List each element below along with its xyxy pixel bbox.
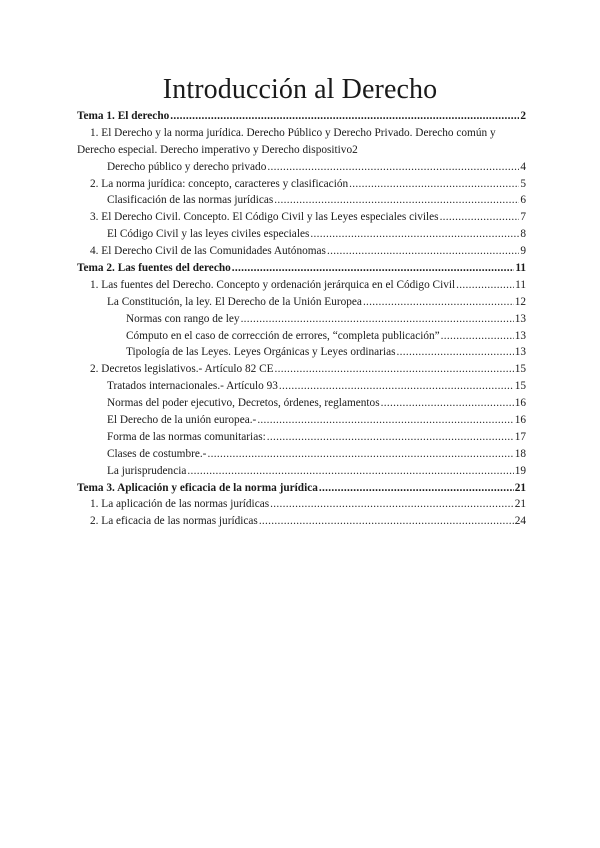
dot-leader	[274, 192, 519, 209]
toc-entry-text: Tema 1. El derecho	[77, 110, 170, 122]
toc-entry-text: La Constitución, la ley. El Derecho de la Unión Europea	[107, 295, 362, 308]
toc-entry-forma-normas-comunitarias[interactable]	[77, 429, 526, 446]
dot-leader	[241, 311, 514, 328]
dot-leader	[275, 361, 514, 378]
dot-leader	[279, 378, 514, 395]
toc-entry-eficacia-normas[interactable]	[77, 513, 526, 530]
toc-page-number: 13	[514, 312, 526, 325]
toc-entry-text: El Derecho de la unión europea.-	[107, 414, 257, 427]
toc-page-number: 8	[520, 228, 526, 241]
dot-leader	[259, 513, 514, 530]
toc-entry-tipologia-leyes[interactable]	[77, 344, 526, 361]
toc-entry-line2	[77, 142, 526, 159]
toc-entry-text: La jurisprudencia	[107, 464, 187, 477]
toc-page-number: 2	[520, 110, 526, 122]
toc-page-number: 4	[520, 160, 526, 173]
dot-leader	[441, 328, 514, 345]
toc-page-number: 6	[520, 194, 526, 207]
toc-entry-normas-rango-ley[interactable]	[77, 311, 526, 328]
toc-entry-text: Forma de las normas comunitarias:	[107, 430, 266, 443]
toc-page-number: 15	[514, 380, 526, 393]
toc-entry-norma-juridica[interactable]	[77, 176, 526, 193]
toc-page-number: 7	[520, 211, 526, 224]
toc-page-number: 5	[520, 177, 526, 190]
dot-leader	[270, 496, 514, 513]
dot-leader	[170, 108, 519, 125]
dot-leader	[381, 395, 514, 412]
toc-entry-computo-correccion[interactable]	[77, 328, 526, 345]
toc-entry-text: 2. La norma jurídica: concepto, caracteres y clasificación	[90, 177, 349, 190]
toc-entry-fuentes-derecho[interactable]	[77, 277, 526, 294]
toc-entry-tratados-internacionales[interactable]	[77, 378, 526, 395]
toc-entry-derecho-union-europea[interactable]	[77, 412, 526, 429]
toc-entry-text: Tipología de las Leyes. Leyes Orgánicas y Leyes ordinarias	[126, 346, 396, 359]
toc-entry-text: Normas del poder ejecutivo, Decretos, órdenes, reglamentos	[107, 397, 380, 410]
dot-leader	[187, 463, 513, 480]
dot-leader	[319, 480, 514, 497]
dot-leader	[349, 176, 519, 193]
toc-entry-tema-2[interactable]	[77, 260, 526, 277]
toc-page-number: 12	[514, 295, 526, 308]
toc-entry-text: 1. Las fuentes del Derecho. Concepto y ordenación jerárquica en el Código Civil	[90, 278, 456, 291]
toc-entry-derecho-norma-juridica[interactable]	[77, 125, 526, 159]
dot-leader	[257, 412, 513, 429]
toc-entry-text: Tema 3. Aplicación y eficacia de la norma jurídica	[77, 481, 318, 494]
toc-entry-text: Tratados internacionales.- Artículo 93	[107, 380, 278, 393]
toc-entry-text: Derecho público y derecho privado	[107, 160, 267, 173]
toc-entry-text: Normas con rango de ley	[126, 312, 240, 325]
toc-entry-text: 1. La aplicación de las normas jurídicas	[90, 498, 270, 511]
toc-entry-text-line2: Derecho especial. Derecho imperativo y Derecho dispositivo	[77, 143, 353, 156]
toc-page-number: 2	[352, 143, 358, 156]
toc-page-number: 9	[520, 245, 526, 258]
toc-page-number: 11	[515, 262, 526, 275]
toc-page-number: 21	[514, 481, 526, 494]
dot-leader	[232, 260, 515, 277]
toc-page-number: 19	[514, 464, 526, 477]
toc-entry-aplicacion-normas[interactable]	[77, 496, 526, 513]
dot-leader	[310, 226, 519, 243]
dot-leader	[456, 277, 514, 294]
toc-entry-clasificacion-normas[interactable]	[77, 192, 526, 209]
dot-leader	[207, 446, 513, 463]
toc-entry-text: 2. La eficacia de las normas jurídicas	[90, 515, 258, 528]
toc-entry-decretos-legislativos[interactable]	[77, 361, 526, 378]
toc-entry-normas-poder-ejecutivo[interactable]	[77, 395, 526, 412]
toc-page-number: 17	[514, 430, 526, 443]
toc-entry-text: El Código Civil y las leyes civiles especiales	[107, 228, 310, 241]
toc-page-number: 18	[514, 447, 526, 460]
toc-entry-text: Tema 2. Las fuentes del derecho	[77, 262, 231, 275]
toc-entry-text: 2. Decretos legislativos.- Artículo 82 CE	[90, 363, 274, 376]
toc-entry-derecho-publico-privado[interactable]	[77, 159, 526, 176]
toc-entry-text: Clases de costumbre.-	[107, 447, 207, 460]
toc-entry-text: Cómputo en el caso de corrección de errores, “completa publicación”	[126, 329, 440, 342]
toc-entry-tema-3[interactable]	[77, 480, 526, 497]
toc-page-number: 13	[514, 329, 526, 342]
toc-entry-text: 4. El Derecho Civil de las Comunidades Autónomas	[90, 245, 326, 258]
toc-page-number: 13	[514, 346, 526, 359]
toc-entry-clases-costumbre[interactable]	[77, 446, 526, 463]
toc-entry-codigo-civil[interactable]	[77, 226, 526, 243]
dot-leader	[327, 243, 519, 260]
toc-entry-tema-1[interactable]	[77, 108, 526, 125]
document-title: Introducción al Derecho	[162, 74, 438, 105]
toc-page-number: 11	[515, 278, 526, 291]
dot-leader	[267, 429, 514, 446]
toc-entry-text: 3. El Derecho Civil. Concepto. El Código Civil y las Leyes especiales civiles	[90, 211, 439, 224]
toc-page-number: 15	[514, 363, 526, 376]
toc-entry-text-line1: 1. El Derecho y la norma jurídica. Derecho Público y Derecho Privado. Derecho común y	[90, 126, 496, 139]
table-of-contents	[77, 108, 526, 530]
toc-page-number: 16	[514, 397, 526, 410]
dot-leader	[440, 209, 520, 226]
dot-leader	[397, 344, 514, 361]
dot-leader	[363, 294, 514, 311]
toc-page-number: 21	[514, 498, 526, 511]
toc-page-number: 16	[514, 414, 526, 427]
toc-entry-derecho-civil[interactable]	[77, 209, 526, 226]
toc-page-number: 24	[514, 515, 526, 528]
toc-entry-constitucion-ley[interactable]	[77, 294, 526, 311]
toc-entry-comunidades-autonomas[interactable]	[77, 243, 526, 260]
dot-leader	[267, 159, 519, 176]
toc-entry-text: Clasificación de las normas jurídicas	[107, 194, 274, 207]
toc-entry-jurisprudencia[interactable]	[77, 463, 526, 480]
